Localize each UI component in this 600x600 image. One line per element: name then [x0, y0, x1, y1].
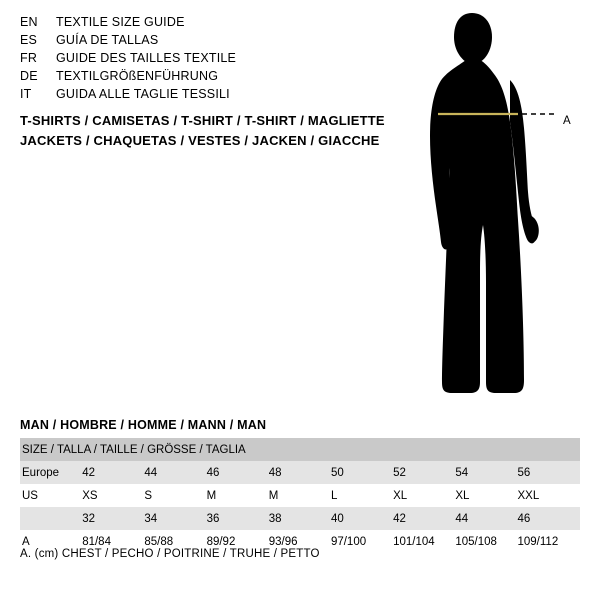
language-code: FR [20, 51, 38, 65]
language-text: GUIDE DES TAILLES TEXTILE [56, 51, 237, 65]
size-table-area [20, 418, 580, 553]
table-cell: XS [82, 489, 98, 502]
row-label: A [22, 535, 30, 548]
language-code: IT [20, 87, 32, 101]
table-cell: 81/84 [82, 535, 111, 548]
table-cell: 56 [517, 466, 531, 479]
category-jackets: JACKETS / CHAQUETAS / VESTES / JACKEN / GIACCHE [20, 133, 380, 148]
table-cell: 46 [517, 512, 531, 525]
language-text: GUIDA ALLE TAGLIE TESSILI [56, 87, 230, 101]
row-label: Europe [22, 466, 60, 479]
table-cell: 109/112 [517, 535, 559, 548]
language-row [20, 15, 420, 33]
language-row [20, 33, 420, 51]
language-code: EN [20, 15, 38, 29]
table-cell: 44 [455, 512, 469, 525]
table-cell: 93/96 [268, 535, 298, 548]
table-header-label: SIZE / TALLA / TAILLE / GRÖSSE / TAGLIA [22, 443, 246, 456]
table-cell: 46 [206, 466, 220, 479]
table-cell: 85/88 [144, 535, 174, 548]
table-row [20, 507, 580, 530]
table-cell: 32 [82, 512, 95, 525]
table-cell: 97/100 [330, 535, 367, 548]
table-cell: 54 [455, 466, 469, 479]
language-text: TEXTILE SIZE GUIDE [56, 15, 185, 29]
measurement-footnote: A. (cm) CHEST / PECHO / POITRINE / TRUHE / PETTO [20, 548, 320, 560]
table-cell: 42 [82, 466, 95, 479]
table-cell: 89/92 [206, 535, 236, 548]
table-cell: M [268, 489, 279, 502]
table-cell: S [144, 489, 153, 502]
language-text: GUÍA DE TALLAS [56, 33, 159, 47]
table-cell: XL [455, 489, 470, 502]
language-row [20, 69, 420, 87]
table-header-row [20, 438, 580, 461]
table-cell: L [330, 489, 338, 502]
language-list [20, 15, 420, 105]
category-tshirts: T-SHIRTS / CAMISETAS / T-SHIRT / T-SHIRT / MAGLIETTE [20, 113, 385, 128]
table-cell: 38 [268, 512, 282, 525]
table-cell: 42 [393, 512, 406, 525]
body-figure [400, 10, 600, 405]
table-cell: XXL [517, 489, 540, 502]
language-row [20, 51, 420, 69]
table-cell: 101/104 [393, 535, 435, 548]
table-cell: 44 [144, 466, 158, 479]
table-cell: 34 [144, 512, 158, 525]
size-table [20, 438, 580, 553]
table-cell: 48 [268, 466, 282, 479]
table-cell: 105/108 [455, 535, 497, 548]
table-cell: M [206, 489, 217, 502]
table-cell: 40 [330, 512, 344, 525]
language-text: TEXTILGRÖßENFÜHRUNG [56, 69, 219, 83]
table-row [20, 484, 580, 507]
category-list [20, 111, 440, 151]
row-label: US [22, 489, 38, 502]
table-cell: 36 [206, 512, 220, 525]
language-code: ES [20, 33, 38, 47]
language-code: DE [20, 69, 38, 83]
row-label [20, 507, 82, 530]
male-silhouette-icon [400, 10, 600, 405]
table-title: MAN / HOMBRE / HOMME / MANN / MAN [20, 418, 267, 432]
table-cell: 50 [330, 466, 344, 479]
table-cell: XL [393, 489, 408, 502]
table-row [20, 461, 580, 484]
measure-marker-label: A [563, 115, 571, 127]
language-row [20, 87, 420, 105]
table-cell: 52 [393, 466, 406, 479]
